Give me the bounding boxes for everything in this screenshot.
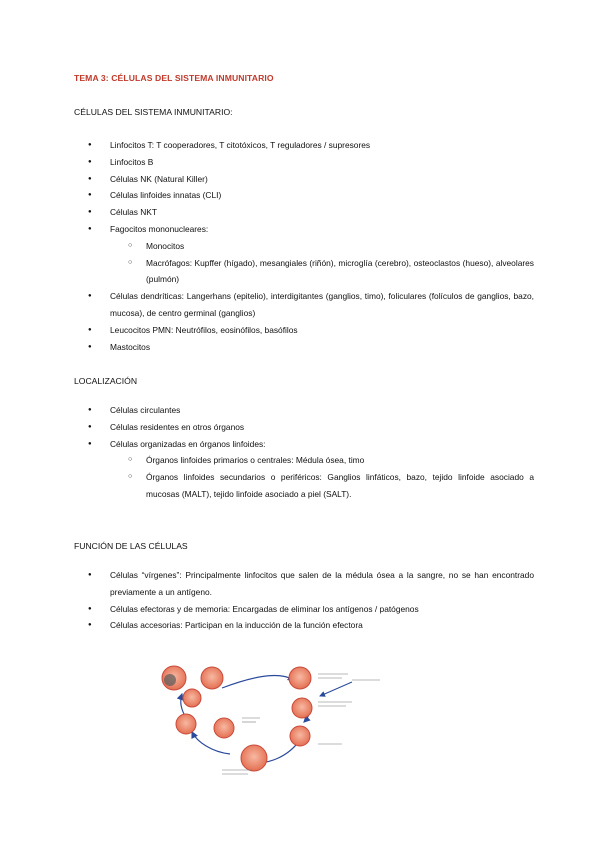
immune-cell-cycle-figure (152, 658, 400, 780)
organos-sublist (110, 452, 534, 502)
list-item: ● Células efectoras y de memoria: Encargadas de eliminar los antígenos / patógenos (74, 601, 534, 618)
list-item: ● Células linfoides innatas (CLI) (74, 187, 534, 204)
sub-list-item: ○ Órganos linfoides secundarios o periféricos: Ganglios linfáticos, bazo, tejido linfoide asociado a mucosas (MALT), tejido linfoide asociado a piel (SALT). (110, 469, 534, 503)
fagocitos-sublist (110, 238, 534, 288)
list-item: ● Linfocitos T: T cooperadores, T citotóxicos, T reguladores / supresores (74, 137, 534, 154)
list-item: ● Células “vírgenes”: Principalmente linfocitos que salen de la médula ósea a la sangre, no se han encontrado previamente a un antígeno. (74, 567, 534, 601)
list-item: ● Células circulantes (74, 402, 534, 419)
section-heading-localizacion: LOCALIZACIÓN (74, 376, 138, 386)
sub-list-item: ○ Macrófagos: Kupffer (hígado), mesangiales (riñón), microglía (cerebro), osteoclastos (hueso), alveolares (pulmón) (110, 255, 534, 289)
sub-list-item: ○ Monocitos (110, 238, 534, 255)
list-item: ● Células dendríticas: Langerhans (epitelio), interdigitantes (ganglios, timo), foliculares (folículos de ganglios, bazo, mucosa), de centro germinal (ganglios) (74, 288, 534, 322)
sub-list-item: ○ Órganos linfoides primarios o centrales: Médula ósea, timo (110, 452, 534, 469)
funcion-list (74, 567, 534, 634)
document-title: TEMA 3: CÉLULAS DEL SISTEMA INMUNITARIO (74, 73, 274, 83)
celulas-list (74, 137, 534, 355)
section-heading-celulas: CÉLULAS DEL SISTEMA INMUNITARIO: (74, 107, 233, 117)
list-item: ● Fagocitos mononucleares: ○ Monocitos ○ Macrófagos: Kupffer (hígado), mesangiales (riñón), microglía (cerebro), osteoclastos (hueso), alveolares (pulmón) (74, 221, 534, 288)
list-item: ● Células residentes en otros órganos (74, 419, 534, 436)
list-item: ● Leucocitos PMN: Neutrófilos, eosinófilos, basófilos (74, 322, 534, 339)
section-heading-funcion: FUNCIÓN DE LAS CÉLULAS (74, 541, 188, 551)
list-item: ● Mastocitos (74, 339, 534, 356)
cell-group (162, 666, 312, 771)
list-item: ● Células NKT (74, 204, 534, 221)
list-item: ● Linfocitos B (74, 154, 534, 171)
immune-cell-cycle-illustration (152, 658, 400, 780)
list-item: ● Células organizadas en órganos linfoides: ○ Órganos linfoides primarios o centrales: Médula ósea, timo ○ Órganos linfoides secundarios o periféricos: Ganglios linfáticos, bazo, tejido linfoide asociado a mucosas (MALT), tejido linfoide asociado a piel (SALT). (74, 436, 534, 503)
localizacion-list (74, 402, 534, 503)
list-item: ● Células NK (Natural Killer) (74, 171, 534, 188)
list-item: ● Células accesorias: Participan en la inducción de la función efectora (74, 617, 534, 634)
